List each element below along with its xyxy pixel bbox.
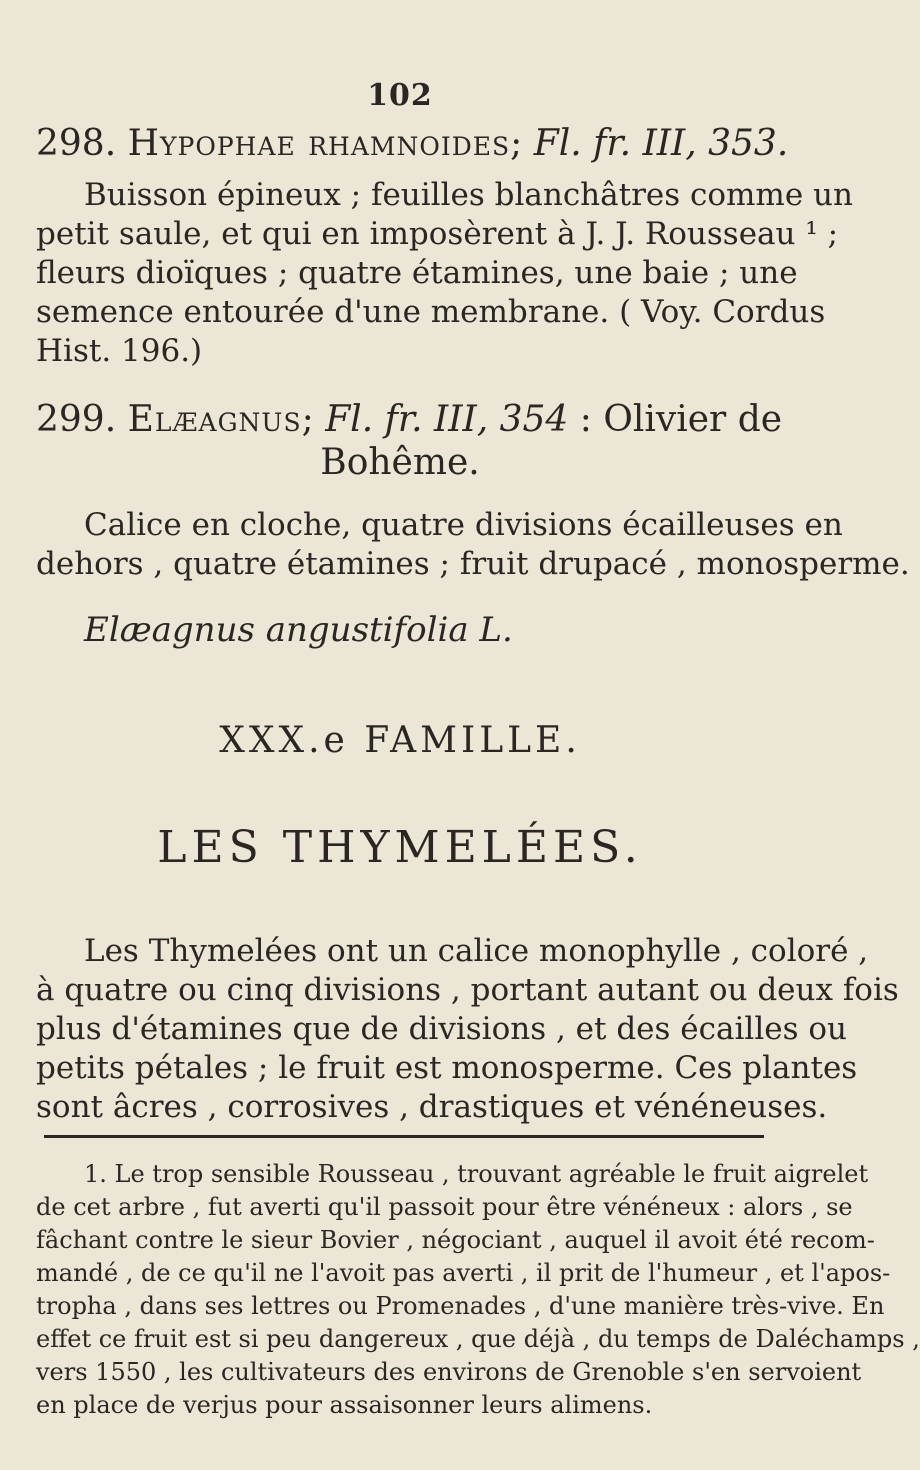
text-line: petit saule, et qui en imposèrent à J. J. Rousseau ¹ ;: [36, 216, 839, 252]
text-line: Calice en cloche, quatre divisions écailleuses en: [84, 507, 843, 543]
footnote-line: mandé , de ce qu'il ne l'avoit pas averti , il prit de l'humeur , et l'apos-: [36, 1259, 891, 1287]
footnote: [36, 1158, 920, 1422]
entry-common-name-line2: Bohême.: [320, 442, 480, 483]
footnote-line: fâchant contre le sieur Bovier , négociant , auquel il avoit été recom-: [36, 1226, 875, 1254]
footnote-line: 1. Le trop sensible Rousseau , trouvant agréable le fruit aigrelet: [84, 1160, 869, 1188]
text-line: à quatre ou cinq divisions , portant autant ou deux fois: [36, 972, 899, 1008]
entry-reference: Fl. fr. III, 354: [325, 399, 569, 440]
footnote-line: tropha , dans ses lettres ou Promenades , d'une manière très-vive. En: [36, 1292, 885, 1320]
entry-genus: Hypophae rhamnoides: [127, 123, 511, 164]
footnote-line: effet ce fruit est si peu dangereux , que déjà , du temps de Daléchamps ,: [36, 1325, 920, 1353]
text-line: plus d'étamines que de divisions , et des écailles ou: [36, 1011, 847, 1047]
text-line: semence entourée d'une membrane. ( Voy. Cordus: [36, 294, 826, 330]
family-name: LES THYMELÉES.: [157, 822, 643, 873]
separator: ;: [301, 399, 326, 440]
text-line: Buisson épineux ; feuilles blanchâtres comme un: [84, 177, 853, 213]
text-line: Hist. 196.): [36, 333, 203, 369]
entry-genus: Elæagnus: [127, 399, 302, 440]
family-description: [36, 932, 899, 1127]
footnote-line: de cet arbre , fut averti qu'il passoit pour être vénéneux : alors , se: [36, 1193, 853, 1221]
separator: ;: [510, 123, 534, 164]
footnote-divider: [44, 1135, 764, 1138]
text-line: Les Thymelées ont un calice monophylle , coloré ,: [84, 933, 869, 969]
text-line: fleurs dioïques ; quatre étamines, une baie ; une: [36, 255, 798, 291]
footnote-line: en place de verjus pour assaisonner leurs alimens.: [36, 1391, 653, 1419]
entry-reference: Fl. fr. III, 353.: [533, 123, 789, 164]
footnote-line: vers 1550 , les cultivateurs des environs de Grenoble s'en servoient: [36, 1358, 862, 1386]
entry-298-heading: [36, 124, 788, 164]
page-number: 102: [367, 78, 433, 113]
entry-299-heading: [36, 400, 782, 440]
text-line: petits pétales ; le fruit est monosperme. Ces plantes: [36, 1050, 858, 1086]
entry-298-body: [36, 176, 853, 371]
entry-number: 299.: [36, 399, 117, 440]
entry-299-body: [36, 506, 910, 584]
entry-common-name: : Olivier de: [579, 399, 783, 440]
entry-number: 298.: [36, 123, 117, 164]
species-name: Elæagnus angustifolia L.: [84, 610, 513, 650]
family-number: XXX.e FAMILLE.: [219, 720, 581, 761]
text-line: dehors , quatre étamines ; fruit drupacé , monosperme.: [36, 546, 910, 582]
text-line: sont âcres , corrosives , drastiques et vénéneuses.: [36, 1089, 828, 1125]
